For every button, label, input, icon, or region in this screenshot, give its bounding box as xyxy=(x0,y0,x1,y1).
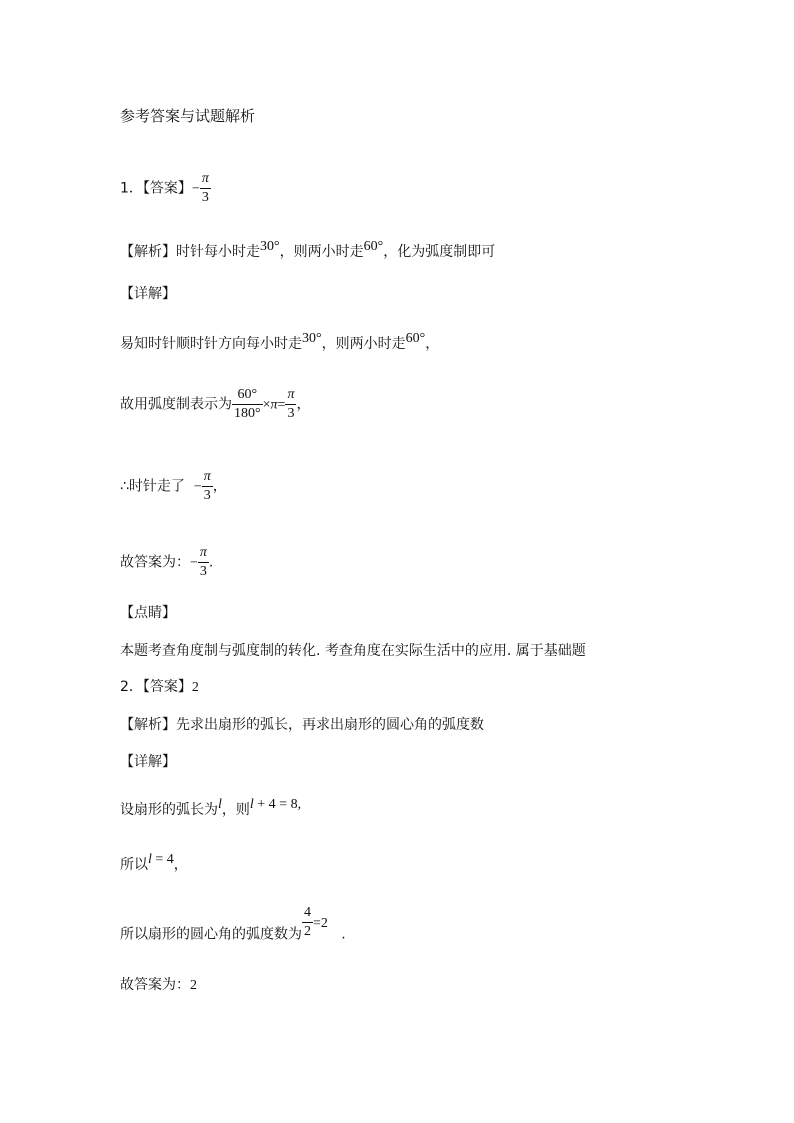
q2-d1-expression: + 4 = 8, xyxy=(253,797,302,812)
q2-d2-text-c: ， xyxy=(173,857,188,873)
q2-d1-variable: l xyxy=(218,797,222,812)
q2-d3-text-c: . xyxy=(341,926,346,943)
q1-d4-denominator: 3 xyxy=(198,562,209,581)
q1-detail-label: 【详解】 xyxy=(120,286,176,302)
q1-detail-line-1 xyxy=(120,331,440,355)
q1-d2-f2-numerator: π xyxy=(287,387,295,402)
q2-answer-label: 【答案】 xyxy=(142,679,192,695)
q2-answer-value: 2 xyxy=(191,680,199,695)
q1-d3-fraction xyxy=(202,468,213,505)
q2-d1-text-b: ，则 xyxy=(221,802,250,818)
q2-analysis-label: 【解析】 xyxy=(120,717,176,733)
q2-detail-line-3 xyxy=(120,905,346,953)
q1-d2-text-c: ， xyxy=(296,396,311,413)
q1-d3-denominator: 3 xyxy=(202,486,213,505)
q1-d2-fraction-2 xyxy=(285,386,296,423)
q1-d2-times: × xyxy=(262,397,271,413)
q2-d1-variable-2: l xyxy=(249,797,254,812)
q2-d4-text-a: 故答案为： xyxy=(120,977,190,993)
q2-answer-line xyxy=(120,677,199,698)
q1-d1-deg2: 60° xyxy=(405,331,426,346)
q1-answer-denominator: 3 xyxy=(200,188,211,207)
q1-d3-minus: − xyxy=(193,479,202,495)
q1-answer-numerator: π xyxy=(201,171,209,186)
q1-answer-fraction xyxy=(200,170,211,207)
q1-d2-f1-numerator: 60° xyxy=(237,387,258,402)
q1-comment-label: 【点睛】 xyxy=(120,605,176,621)
q1-answer-line xyxy=(120,170,211,207)
q2-d2-variable: l xyxy=(148,852,152,867)
q1-d3-text-c: ， xyxy=(212,478,227,495)
q2-number: 2． xyxy=(120,679,143,695)
q1-d2-fraction-1 xyxy=(232,386,263,423)
q1-answer-label: 【答案】 xyxy=(142,180,192,197)
q1-d1-text-b: ，则两小时走 xyxy=(321,336,406,352)
q2-d3-equals: =2 xyxy=(313,915,328,931)
q1-answer-minus: − xyxy=(191,181,200,197)
q1-d4-fraction xyxy=(198,544,209,581)
q1-d2-pi: π xyxy=(270,397,278,413)
q2-d3-denominator: 2 xyxy=(304,924,311,939)
q2-d1-text-a: 设扇形的弧长为 xyxy=(120,802,218,818)
q1-analysis-deg1: 30° xyxy=(260,239,280,254)
q1-d1-deg1: 30° xyxy=(302,331,322,346)
q1-d1-text-c: ， xyxy=(425,336,440,352)
q1-d2-f2-denominator: 3 xyxy=(285,404,296,423)
q2-d3-numerator: 4 xyxy=(304,905,311,920)
q1-analysis-deg2: 60° xyxy=(363,239,384,254)
q1-analysis-line xyxy=(120,239,496,263)
q1-analysis-text-a: 时针每小时走 xyxy=(176,244,260,260)
q2-detail-line-4 xyxy=(120,975,197,996)
q1-d3-numerator: π xyxy=(203,469,211,484)
q1-d2-equals: = xyxy=(277,397,286,413)
q1-d4-text-a: 故答案为： xyxy=(120,554,190,571)
q2-detail-label: 【详解】 xyxy=(120,754,176,770)
q2-d3-fraction xyxy=(302,904,313,941)
q1-d3-text-a: ∴时针走了 xyxy=(120,478,185,495)
q2-d2-text-a: 所以 xyxy=(120,857,148,873)
q2-detail-line-1 xyxy=(120,797,302,821)
q1-d1-text-a: 易知时针顺时针方向每小时走 xyxy=(120,336,302,352)
q1-detail-line-2 xyxy=(120,386,310,423)
q1-analysis-label: 【解析】 xyxy=(120,244,176,260)
q2-d3-text-a: 所以扇形的圆心角的弧度数为 xyxy=(120,926,302,943)
q2-d2-expression: = 4 xyxy=(151,852,174,867)
q1-d4-minus: − xyxy=(190,555,198,571)
q1-detail-line-4 xyxy=(120,544,213,581)
q2-d4-value: 2 xyxy=(190,978,197,993)
q1-d4-text-c: . xyxy=(208,554,214,571)
q1-d4-numerator: π xyxy=(199,545,207,560)
q1-comment-text: 本题考查角度制与弧度制的转化. 考查角度在实际生活中的应用. 属于基础题 xyxy=(120,643,586,659)
q1-detail-line-3 xyxy=(120,468,227,505)
q1-analysis-text-c: ，化为弧度制即可 xyxy=(383,244,496,260)
q2-analysis-line xyxy=(120,715,484,735)
q2-detail-line-2 xyxy=(120,852,188,876)
q2-analysis-text: 先求出扇形的弧长，再求出扇形的圆心角的弧度数 xyxy=(176,717,484,733)
q1-analysis-text-b: ，则两小时走 xyxy=(279,244,364,260)
q1-d2-f1-denominator: 180° xyxy=(234,406,261,421)
q1-number: 1． xyxy=(120,180,143,197)
page-title: 参考答案与试题解析 xyxy=(120,107,256,125)
q1-d2-text-a: 故用弧度制表示为 xyxy=(120,396,232,413)
